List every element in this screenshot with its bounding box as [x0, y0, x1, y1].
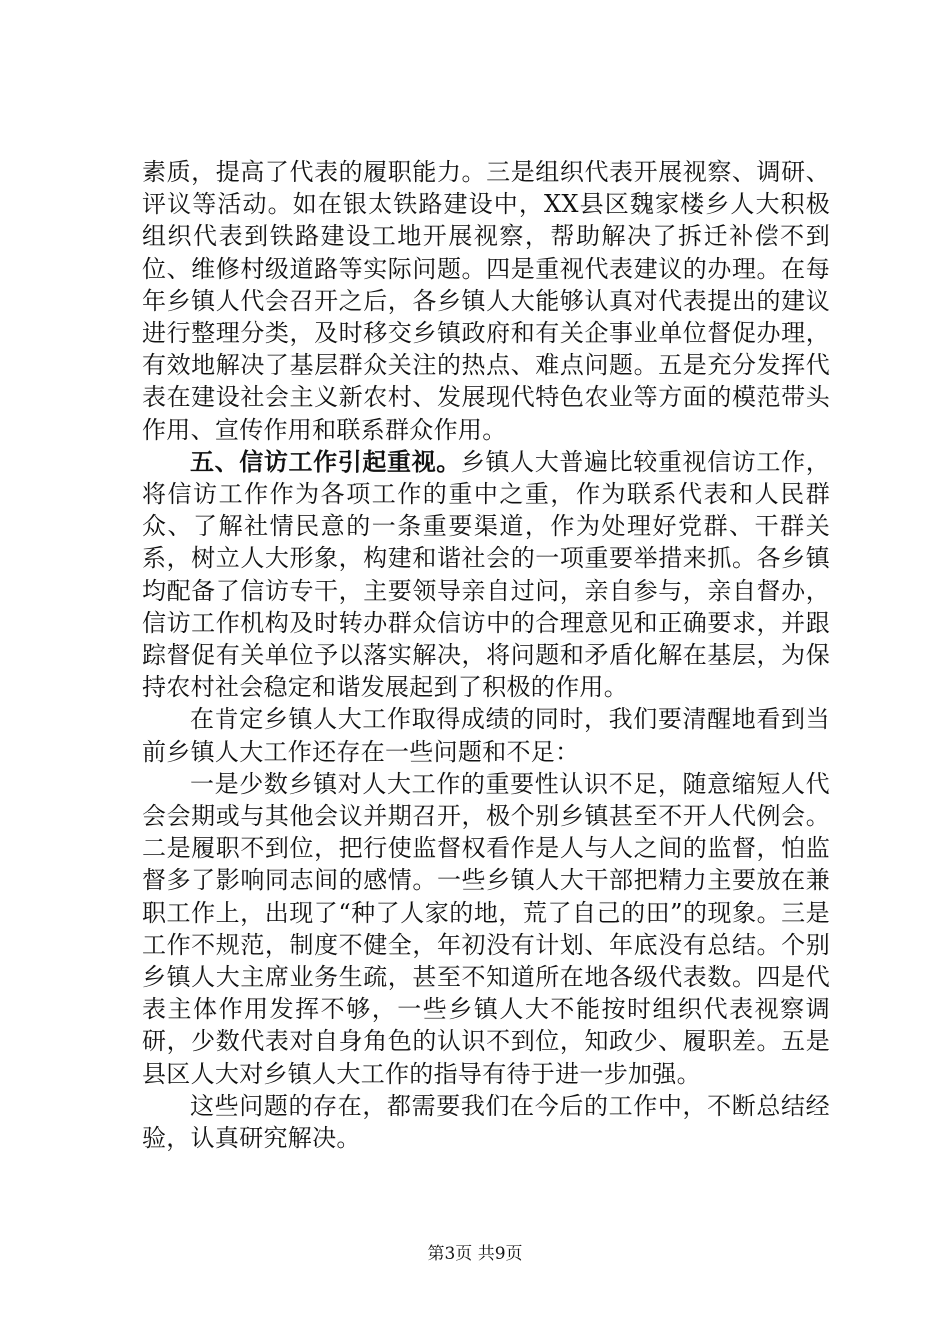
- paragraph-text: 一是少数乡镇对人大工作的重要性认识不足，随意缩短人代会会期或与其他会议并期召开，极个别乡镇甚至不开人代例会。二是履职不到位，把行使监督权看作是人与人之间的监督，怕监督多了影响同志间的感情。一些乡镇人大干部把精力主要放在兼职工作上，出现了“种了人家的地，荒了自己的田”的现象。三是工作不规范，制度不健全，年初没有计划、年底没有总结。个别乡镇人大主席业务生疏，甚至不知道所在地各级代表数。四是代表主体作用发挥不够，一些乡镇人大不能按时组织代表视察调研，少数代表对自身角色的认识不到位，知政少、履职差。五是县区人大对乡镇人大工作的指导有待于进一步加强。: [142, 769, 830, 1088]
- paragraph-continuation: [142, 156, 830, 446]
- paragraph-petition-work: [142, 446, 830, 704]
- paragraph-problems-list: [142, 768, 830, 1090]
- paragraph-text: 这些问题的存在，都需要我们在今后的工作中，不断总结经验，认真研究解决。: [142, 1091, 830, 1153]
- paragraph-conclusion: [142, 1090, 830, 1154]
- paragraph-text: 素质，提高了代表的履职能力。三是组织代表开展视察、调研、评议等活动。如在银太铁路建设中，XX县区魏家楼乡人大积极组织代表到铁路建设工地开展视察，帮助解决了拆迁补偿不到位、维修村级道路等实际问题。四是重视代表建议的办理。在每年乡镇人代会召开之后，各乡镇人大能够认真对代表提出的建议进行整理分类，及时移交乡镇政府和有关企事业单位督促办理，有效地解决了基层群众关注的热点、难点问题。五是充分发挥代表在建设社会主义新农村、发展现代特色农业等方面的模范带头作用、宣传作用和联系群众作用。: [142, 158, 830, 444]
- paragraph-problems-intro: [142, 703, 830, 767]
- paragraph-text: 乡镇人大普遍比较重视信访工作，将信访工作作为各项工作的重中之重，作为联系代表和人民群众、了解社情民意的一条重要渠道，作为处理好党群、干群关系，树立人大形象，构建和谐社会的一项重要举措来抓。各乡镇均配备了信访专干，主要领导亲自过问，亲自参与，亲自督办，信访工作机构及时转办群众信访中的合理意见和正确要求，并跟踪督促有关单位予以落实解决，将问题和矛盾化解在基层，为保持农村社会稳定和谐发展起到了积极的作用。: [142, 447, 830, 702]
- page-number-label: 第3页 共9页: [427, 1244, 523, 1264]
- paragraph-text: 在肯定乡镇人大工作取得成绩的同时，我们要清醒地看到当前乡镇人大工作还存在一些问题和不足：: [142, 705, 830, 766]
- section-heading: 五、信访工作引起重视。: [190, 446, 461, 476]
- page-footer: [0, 1244, 950, 1264]
- document-body: [142, 156, 830, 1154]
